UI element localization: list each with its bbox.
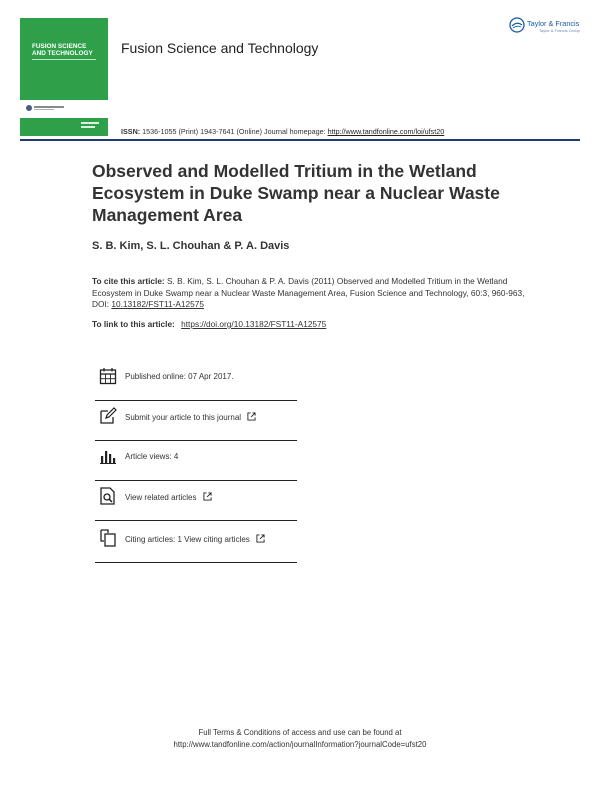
publisher-logo-icon (509, 17, 525, 33)
search-document-icon (99, 487, 117, 505)
related-articles-label: View related articles (125, 493, 197, 502)
publisher-logo-text: Taylor & Francis (527, 19, 580, 28)
citing-articles-link[interactable] (125, 534, 265, 544)
cite-text: S. B. Kim, S. L. Chouhan & P. A. Davis (2011) Observed and Modelled Tritium in the Wetland Ecosystem in Duke Swamp near a Nuclear Waste Management Area, Fusion Science and Technology, 60:3, 960-963, DOI: (92, 276, 525, 310)
copy-icon (99, 529, 117, 547)
bar-chart-icon (99, 447, 117, 465)
external-link-icon (256, 534, 265, 543)
citing-articles-row[interactable] (95, 523, 297, 563)
issn-label: ISSN: (121, 127, 141, 136)
cover-title-line1: FUSION SCIENCE (32, 43, 87, 50)
article-views-row (95, 441, 297, 481)
cover-title (32, 43, 104, 57)
header-divider (20, 139, 580, 141)
footer-terms-text: Full Terms & Conditions of access and use can be found at (198, 728, 402, 737)
external-link-icon (247, 412, 256, 421)
submit-article-label: Submit your article to this journal (125, 413, 242, 422)
page-footer (0, 727, 600, 751)
related-articles-row[interactable] (95, 481, 297, 521)
article-doi-url[interactable]: https://doi.org/10.13182/FST11-A12575 (181, 319, 327, 329)
row-divider (95, 520, 297, 521)
journal-cover[interactable] (20, 18, 108, 136)
related-articles-link[interactable] (125, 492, 212, 502)
cite-label: To cite this article: (92, 276, 165, 286)
article-views-text: Article views: 4 (125, 452, 179, 461)
journal-name[interactable]: Fusion Science and Technology (121, 40, 319, 56)
doi-link[interactable]: 10.13182/FST11-A12575 (111, 299, 204, 310)
citation-block (92, 276, 532, 311)
article-link-line (92, 319, 326, 329)
footer-terms-link[interactable]: http://www.tandfonline.com/action/journalInformation?journalCode=ufst20 (173, 740, 427, 749)
cover-society-logo (26, 105, 66, 111)
calendar-icon (99, 367, 117, 385)
edit-icon (99, 407, 117, 425)
publisher-logo[interactable] (509, 17, 583, 37)
article-title: Observed and Modelled Tritium in the Wetland Ecosystem in Duke Swamp near a Nuclear Waste Management Area (92, 161, 500, 225)
issn-line (121, 127, 444, 136)
submit-article-row[interactable] (95, 401, 297, 441)
cover-divider (32, 59, 96, 60)
article-authors: S. B. Kim, S. L. Chouhan & P. A. Davis (92, 240, 290, 252)
submit-article-link[interactable] (125, 412, 256, 422)
published-online-text: Published online: 07 Apr 2017. (125, 372, 234, 381)
journal-homepage-link[interactable]: http://www.tandfonline.com/loi/ufst20 (327, 127, 445, 136)
row-divider (95, 562, 297, 563)
external-link-icon (203, 492, 212, 501)
cover-title-line2: AND TECHNOLOGY (32, 50, 93, 57)
published-online-row (95, 361, 297, 401)
issn-text: 1536-1055 (Print) 1943-7641 (Online) Journal homepage: (142, 127, 326, 136)
citing-articles-label: Citing articles: 1 View citing articles (125, 535, 250, 544)
cover-footer-band (20, 118, 108, 136)
publisher-logo-subtext: Taylor & Francis Group (539, 28, 580, 33)
link-label: To link to this article: (92, 319, 175, 329)
